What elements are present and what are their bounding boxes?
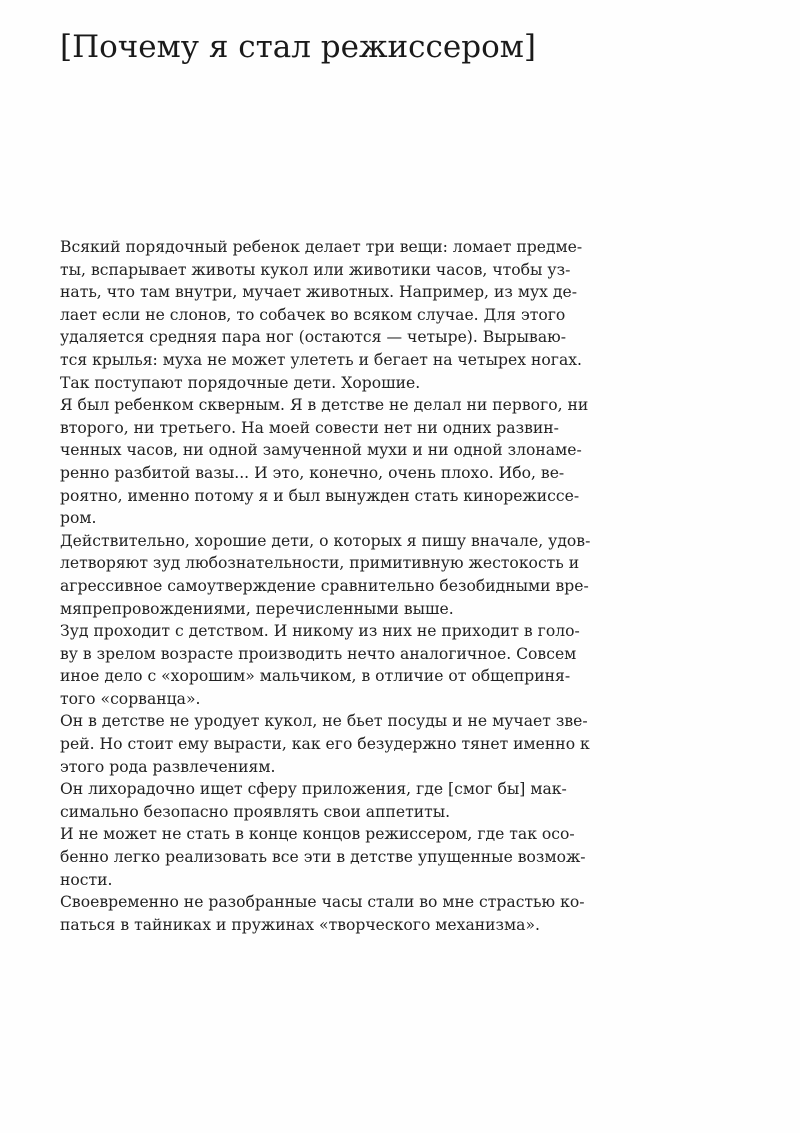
- text-line: мяпрепровождениями, перечисленными выше.: [60, 599, 454, 618]
- text-line: агрессивное самоутверждение сравнительно безобидными вре-: [60, 576, 589, 595]
- paragraph: [60, 823, 600, 891]
- paragraph: [60, 372, 600, 395]
- text-line: тся крылья: муха не может улететь и бегает на четырех ногах.: [60, 350, 583, 369]
- text-line: второго, ни третьего. На моей совести нет ни одних развин-: [60, 418, 559, 437]
- text-line: Своевременно не разобранные часы стали во мне страстью ко-: [60, 893, 585, 912]
- paragraph: [60, 530, 600, 620]
- text-line: роятно, именно потому я и был вынужден стать кинорежиссе-: [60, 486, 580, 505]
- paragraph: [60, 236, 600, 372]
- text-line: ности.: [60, 870, 113, 889]
- paragraph: [60, 710, 600, 778]
- text-line: паться в тайниках и пружинах «творческого механизма».: [60, 915, 540, 934]
- paragraph: [60, 620, 600, 710]
- paragraph: [60, 891, 600, 936]
- text-line: Действительно, хорошие дети, о которых я пишу вначале, удов-: [60, 531, 591, 550]
- text-line: Я был ребенком скверным. Я в детстве не делал ни первого, ни: [60, 396, 589, 415]
- page-title: [Почему я стал режиссером]: [60, 29, 536, 65]
- text-line: Зуд проходит с детством. И никому из них не приходит в голо-: [60, 622, 580, 641]
- text-line: Так поступают порядочные дети. Хорошие.: [60, 373, 421, 392]
- text-line: Он лихорадочно ищет сферу приложения, где [смог бы] мак-: [60, 780, 567, 799]
- text-line: ченных часов, ни одной замученной мухи и ни одной злонаме-: [60, 441, 582, 460]
- text-line: бенно легко реализовать все эти в детстве упущенные возмож-: [60, 848, 586, 867]
- text-line: летворяют зуд любознательности, примитивную жестокость и: [60, 554, 580, 573]
- text-line: рей. Но стоит ему вырасти, как его безудержно тянет именно к: [60, 735, 590, 754]
- text-line: удаляется средняя пара ног (остаются — четыре). Вырываю-: [60, 328, 566, 347]
- body-text: [60, 236, 600, 936]
- text-line: того «сорванца».: [60, 689, 201, 708]
- text-line: Всякий порядочный ребенок делает три вещи: ломает предме-: [60, 238, 583, 256]
- text-line: нать, что там внутри, мучает животных. Например, из мух де-: [60, 283, 577, 302]
- text-line: этого рода развлечениям.: [60, 757, 276, 776]
- text-line: И не может не стать в конце концов режиссером, где так осо-: [60, 825, 575, 844]
- text-line: ренно разбитой вазы... И это, конечно, очень плохо. Ибо, ве-: [60, 463, 565, 482]
- text-line: ты, вспарывает животы кукол или животики часов, чтобы уз-: [60, 260, 571, 279]
- text-line: иное дело с «хорошим» мальчиком, в отличие от общеприня-: [60, 667, 571, 686]
- paragraph: [60, 778, 600, 823]
- text-line: ву в зрелом возрасте производить нечто аналогичное. Совсем: [60, 644, 577, 663]
- text-line: симально безопасно проявлять свои аппетиты.: [60, 802, 451, 821]
- text-line: Он в детстве не уродует кукол, не бьет посуды и не мучает зве-: [60, 712, 588, 731]
- text-line: лает если не слонов, то собачек во всяком случае. Для этого: [60, 305, 566, 324]
- text-line: ром.: [60, 509, 97, 528]
- paragraph: [60, 394, 600, 530]
